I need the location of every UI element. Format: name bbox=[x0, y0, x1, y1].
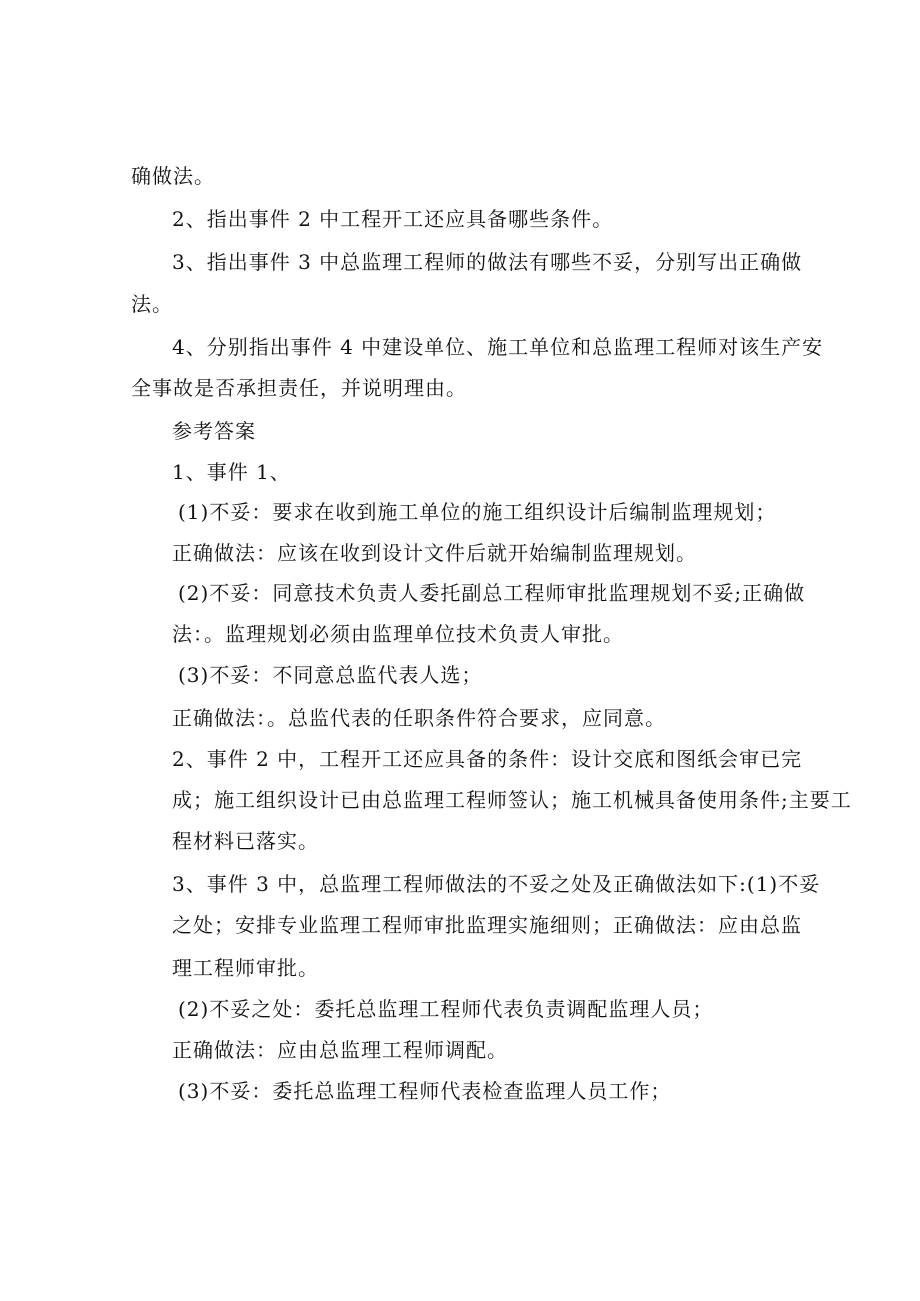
text-line: 正确做法：。总监代表的任职条件符合要求，应同意。 bbox=[172, 706, 666, 730]
text-line: 确做法。 bbox=[131, 164, 215, 188]
text-line: 程材料已落实。 bbox=[172, 829, 319, 853]
text-line: 全事故是否承担责任，并说明理由。 bbox=[131, 376, 467, 400]
text-line: 3、指出事件 3 中总监理工程师的做法有哪些不妥，分别写出正确做 bbox=[172, 250, 803, 274]
text-line: 4、分别指出事件 4 中建设单位、施工单位和总监理工程师对该生产安 bbox=[172, 335, 824, 359]
text-line: (3)不妥：不同意总监代表人选； bbox=[178, 663, 483, 687]
text-line: 参考答案 bbox=[172, 419, 256, 443]
text-line: 之处；安排专业监理工程师审批监理实施细则；正确做法：应由总监 bbox=[172, 913, 802, 937]
text-line: 法：。监理规划必须由监理单位技术负责人审批。 bbox=[172, 622, 624, 646]
text-line: 2、事件 2 中，工程开工还应具备的条件：设计交底和图纸会审已完 bbox=[172, 747, 803, 771]
text-line: (2)不妥之处：委托总监理工程师代表负责调配监理人员； bbox=[178, 997, 714, 1021]
text-line: 2、指出事件 2 中工程开工还应具备哪些条件。 bbox=[172, 207, 614, 231]
text-line: (3)不妥：委托总监理工程师代表检查监理人员工作； bbox=[178, 1079, 672, 1103]
text-line: 正确做法：应该在收到设计文件后就开始编制监理规划。 bbox=[172, 541, 697, 565]
text-line: 成；施工组织设计已由总监理工程师签认；施工机械具备使用条件;主要工 bbox=[172, 788, 852, 812]
text-line: (2)不妥：同意技术负责人委托副总工程师审批监理规划不妥;正确做 bbox=[178, 581, 806, 605]
text-line: 正确做法：应由总监理工程师调配。 bbox=[172, 1038, 508, 1062]
text-line: 法。 bbox=[131, 292, 173, 316]
text-line: 理工程师审批。 bbox=[172, 956, 319, 980]
text-line: (1)不妥：要求在收到施工单位的施工组织设计后编制监理规划； bbox=[178, 500, 777, 524]
text-line: 1、事件 1、 bbox=[172, 460, 291, 484]
text-line: 3、事件 3 中，总监理工程师做法的不妥之处及正确做法如下:(1)不妥 bbox=[172, 872, 821, 896]
